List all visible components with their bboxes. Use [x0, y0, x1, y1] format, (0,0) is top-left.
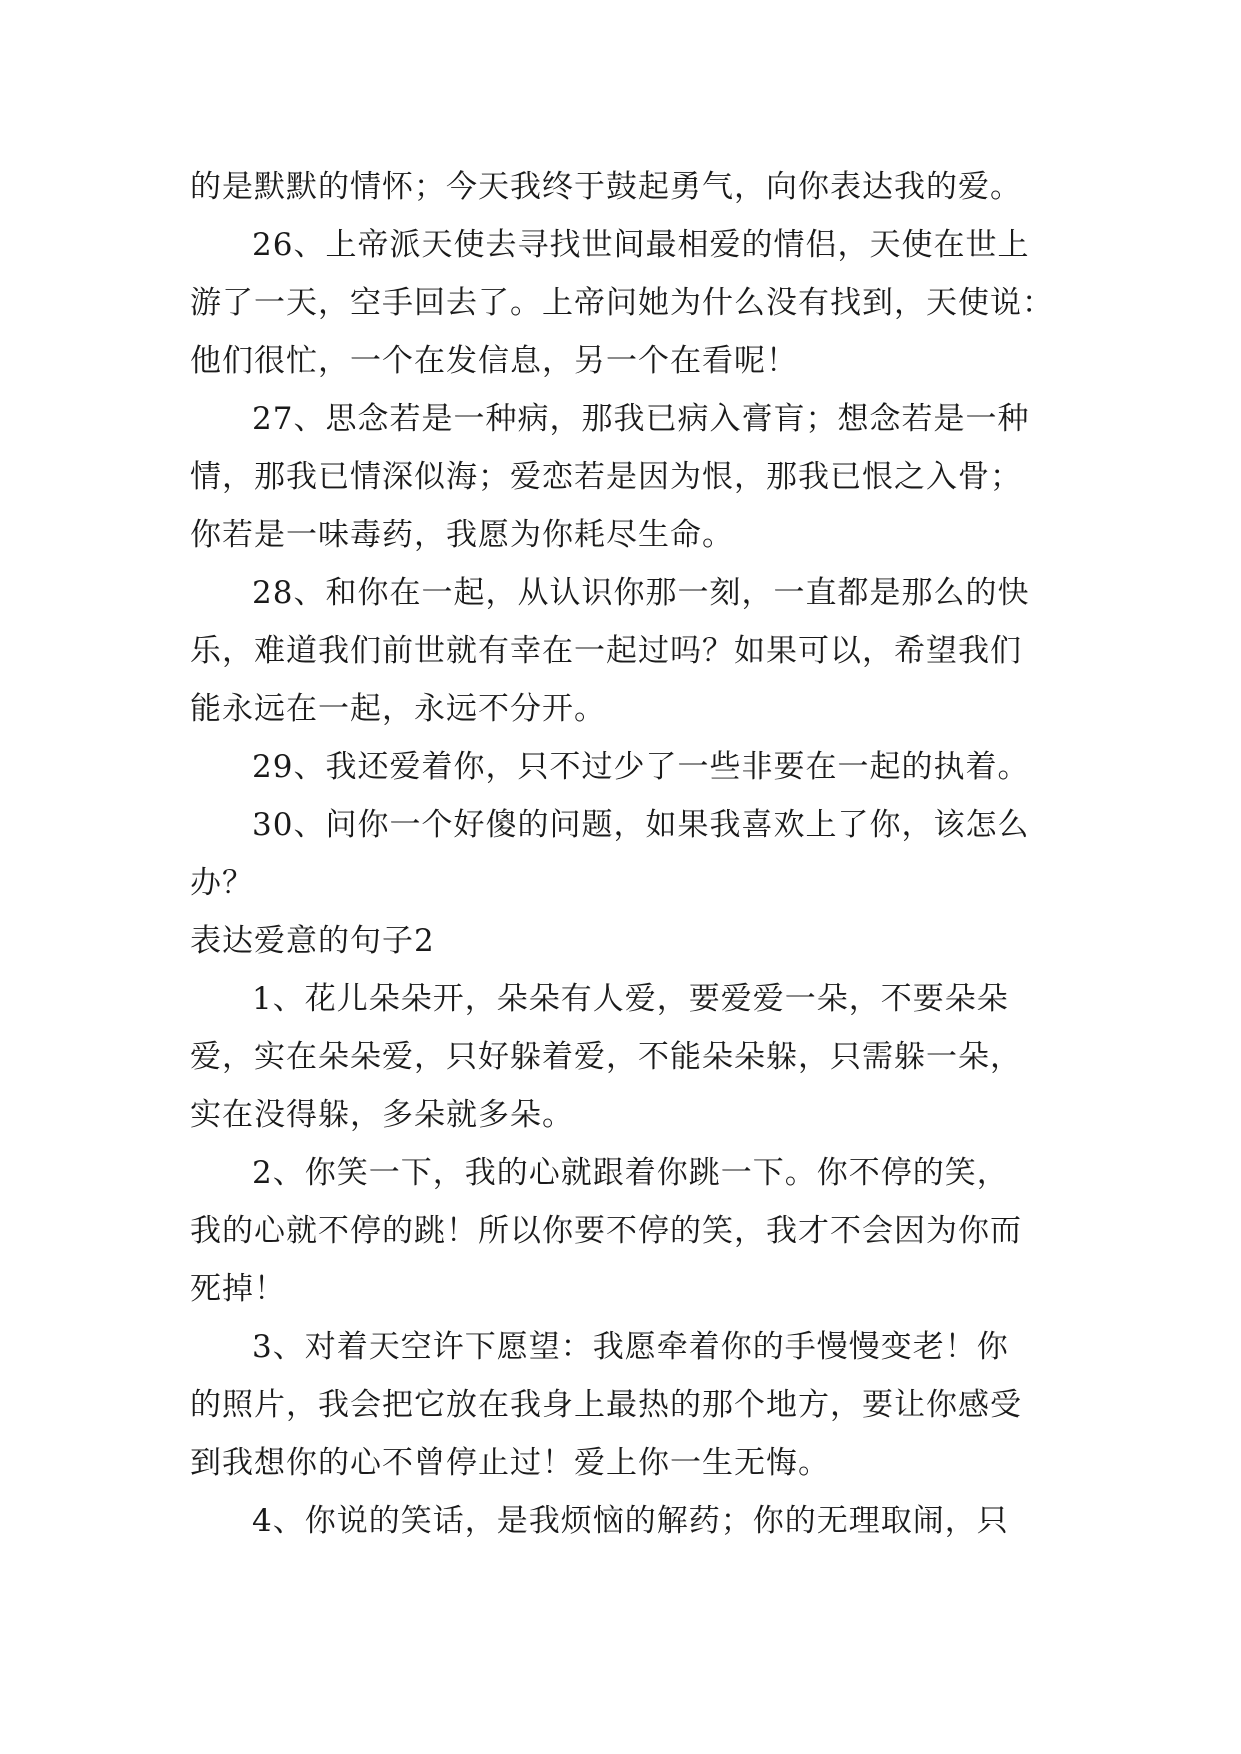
text-line: 2、你笑一下，我的心就跟着你跳一下。你不停的笑， [252, 1155, 1009, 1191]
document-body [190, 158, 1070, 1550]
text-line: 你若是一味毒药，我愿为你耗尽生命。 [190, 517, 734, 553]
text-line: 1、花儿朵朵开，朵朵有人爱，要爱爱一朵，不要朵朵 [252, 981, 1009, 1017]
text-line: 29、我还爱着你，只不过少了一些非要在一起的执着。 [252, 749, 1030, 785]
text-line: 死掉！ [190, 1271, 286, 1307]
text-line: 爱，实在朵朵爱，只好躲着爱，不能朵朵躲，只需躲一朵， [190, 1039, 1022, 1075]
text-line: 26、上帝派天使去寻找世间最相爱的情侣，天使在世上 [252, 227, 1030, 263]
text-line: 3、对着天空许下愿望：我愿牵着你的手慢慢变老！你 [252, 1329, 1009, 1365]
text-line: 到我想你的心不曾停止过！爱上你一生无悔。 [190, 1445, 830, 1481]
text-line: 游了一天，空手回去了。上帝问她为什么没有找到，天使说： [190, 285, 1054, 321]
text-line: 4、你说的笑话，是我烦恼的解药；你的无理取闹，只 [252, 1503, 1009, 1539]
text-line: 他们很忙，一个在发信息，另一个在看呢！ [190, 343, 798, 379]
text-line: 27、思念若是一种病，那我已病入膏肓；想念若是一种 [252, 401, 1030, 437]
section-heading: 表达爱意的句子2 [190, 923, 435, 959]
text-line: 实在没得躲，多朵就多朵。 [190, 1097, 574, 1133]
text-line: 情，那我已情深似海；爱恋若是因为恨，那我已恨之入骨； [190, 459, 1022, 495]
text-line: 乐，难道我们前世就有幸在一起过吗？如果可以，希望我们 [190, 633, 1022, 669]
text-line: 能永远在一起，永远不分开。 [190, 691, 606, 727]
text-line: 我的心就不停的跳！所以你要不停的笑，我才不会因为你而 [190, 1213, 1022, 1249]
text-line: 的照片，我会把它放在我身上最热的那个地方，要让你感受 [190, 1387, 1022, 1423]
text-line: 的是默默的情怀；今天我终于鼓起勇气，向你表达我的爱。 [190, 169, 1022, 205]
text-line: 30、问你一个好傻的问题，如果我喜欢上了你，该怎么 [252, 807, 1030, 843]
text-line: 办？ [190, 865, 254, 901]
text-line: 28、和你在一起，从认识你那一刻，一直都是那么的快 [252, 575, 1030, 611]
